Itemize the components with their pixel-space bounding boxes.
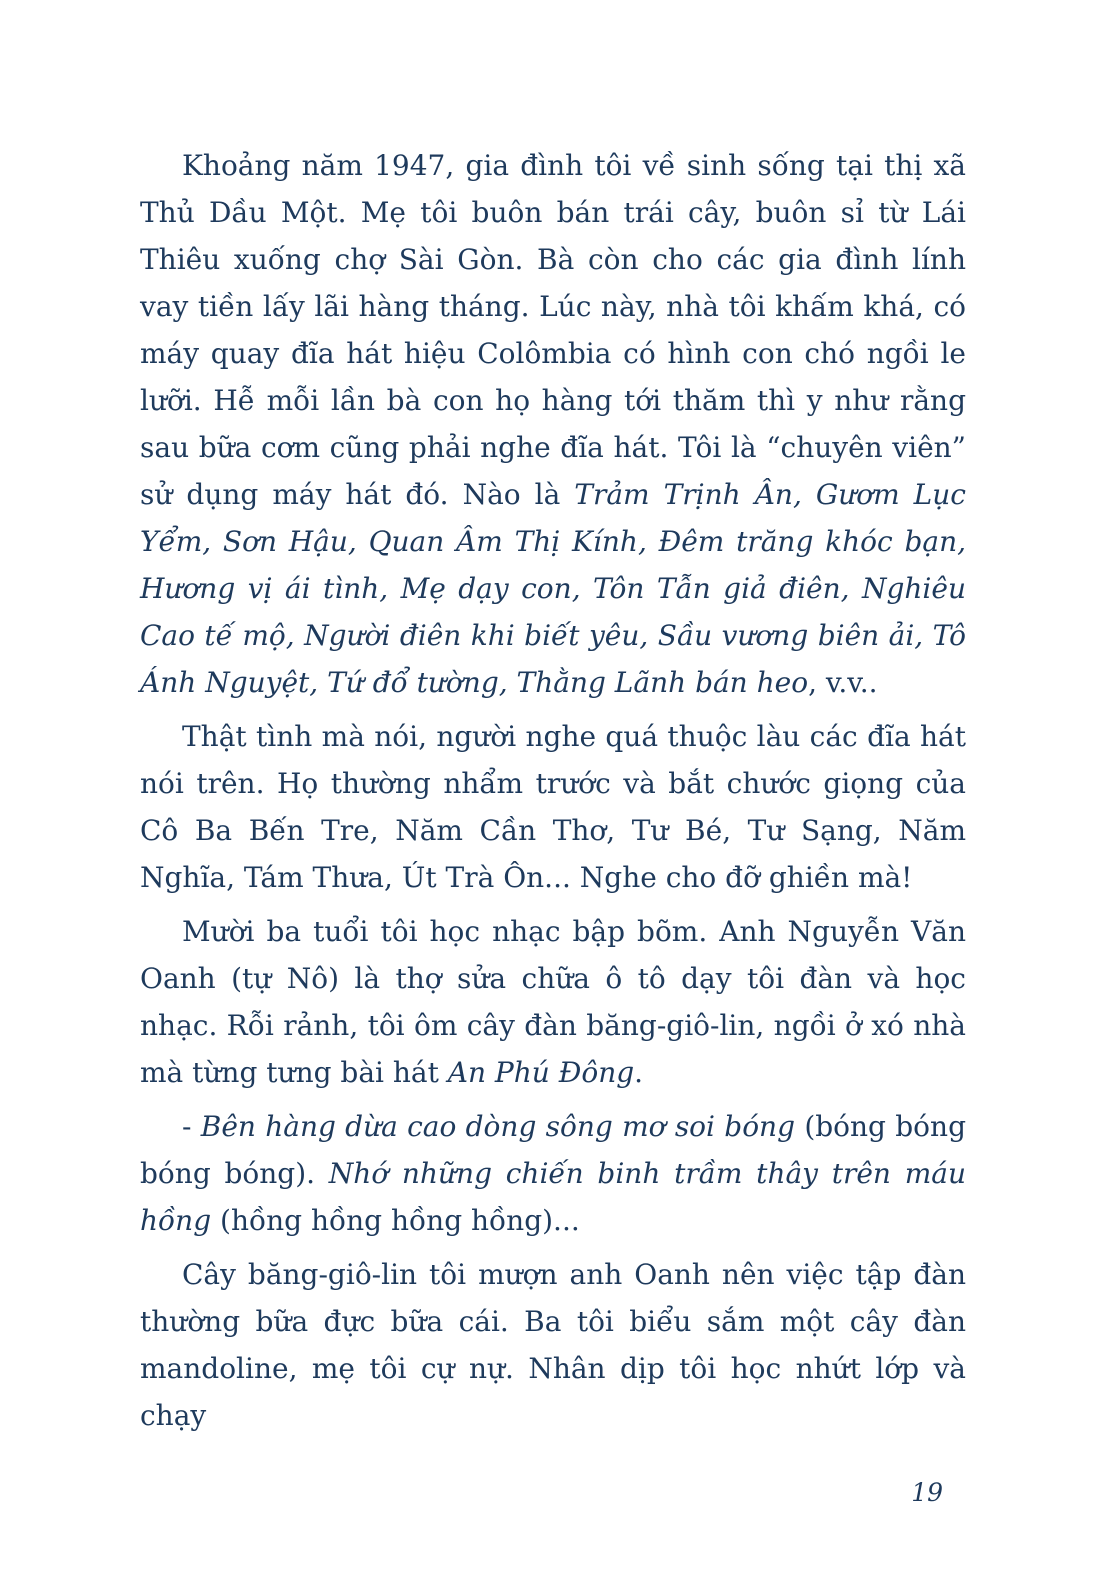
- text-run: .: [634, 1056, 644, 1089]
- text-run: Thật tình mà nói, người nghe quá thuộc làu các đĩa hát nói trên. Họ thường nhẩm trước và bắt chước giọng của Cô Ba Bến Tre, Năm Cần Thơ, Tư Bé, Tư Sạng, Năm Nghĩa, Tám Thưa, Út Trà Ôn... Nghe cho đỡ ghiền mà!: [140, 720, 966, 894]
- paragraph-5: [140, 1251, 966, 1439]
- italic-run: Trảm Trịnh Ân, Gươm Lục Yểm, Sơn Hậu, Quan Âm Thị Kính, Đêm trăng khóc bạn, Hương vị ái tình, Mẹ dạy con, Tôn Tẫn giả điên, Nghiêu Cao tế mộ, Người điên khi biết yêu, Sầu vương biên ải, Tô Ánh Nguyệt, Tứ đổ tường, Thằng Lãnh bán heo: [140, 478, 966, 699]
- text-run: Mười ba tuổi tôi học nhạc bập bõm. Anh Nguyễn Văn Oanh (tự Nô) là thợ sửa chữa ô tô dạy tôi đàn và học nhạc. Rỗi rảnh, tôi ôm cây đàn băng-giô-lin, ngồi ở xó nhà mà từng tưng bài hát: [140, 915, 966, 1089]
- paragraph-3: [140, 908, 966, 1096]
- italic-run: Nhớ những chiến binh trầm thây trên máu hồng: [140, 1157, 966, 1237]
- text-run: , v.v..: [808, 666, 878, 699]
- italic-run: Bên hàng dừa cao dòng sông mơ soi bóng: [200, 1110, 796, 1143]
- page-number: 19: [911, 1478, 943, 1507]
- text-run: (hồng hồng hồng hồng)...: [211, 1204, 580, 1237]
- italic-run: An Phú Đông: [447, 1056, 635, 1089]
- text-run: Cây băng-giô-lin tôi mượn anh Oanh nên việc tập đàn thường bữa đực bữa cái. Ba tôi biểu sắm một cây đàn mandoline, mẹ tôi cự nự. Nhân dịp tôi học nhứt lớp và chạy: [140, 1258, 966, 1432]
- text-run: (bóng bóng bóng bóng).: [140, 1110, 966, 1190]
- paragraph-2: [140, 713, 966, 901]
- paragraph-4: [140, 1103, 966, 1244]
- text-run: Khoảng năm 1947, gia đình tôi về sinh sống tại thị xã Thủ Dầu Một. Mẹ tôi buôn bán trái cây, buôn sỉ từ Lái Thiêu xuống chợ Sài Gòn. Bà còn cho các gia đình lính vay tiền lấy lãi hàng tháng. Lúc này, nhà tôi khấm khá, có máy quay đĩa hát hiệu Colômbia có hình con chó ngồi le lưỡi. Hễ mỗi lần bà con họ hàng tới thăm thì y như rằng sau bữa cơm cũng phải nghe đĩa hát. Tôi là “chuyên viên” sử dụng máy hát đó. Nào là: [140, 149, 966, 511]
- text-run: -: [182, 1110, 201, 1143]
- page-content: [140, 142, 966, 1446]
- paragraph-1: [140, 142, 966, 706]
